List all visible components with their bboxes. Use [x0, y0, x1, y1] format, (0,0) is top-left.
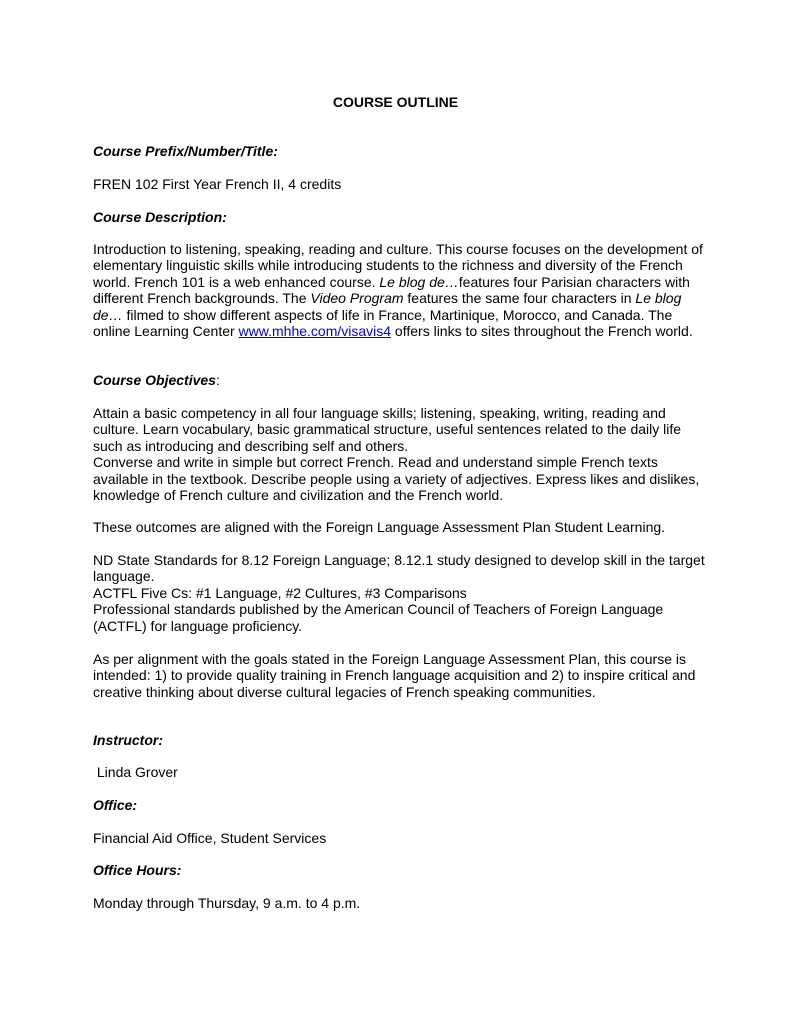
description-part-4: filmed to show different aspects of life in France, Martinique, Morocco, and Canada. The online Learning Center [93, 306, 673, 340]
office-hours-value: Monday through Thursday, 9 a.m. to 4 p.m. [93, 895, 361, 911]
office-value: Financial Aid Office, Student Services [93, 830, 327, 846]
description-emphasis-blog-1: Le blog de… [379, 273, 459, 290]
course-objectives-heading: Course Objectives [93, 372, 216, 388]
office-hours-heading: Office Hours: [93, 862, 182, 878]
course-description-text [93, 241, 713, 339]
standards-block [93, 552, 713, 634]
standards-nd: ND State Standards for 8.12 Foreign Language; 8.12.1 study designed to develop skill in the target language. [93, 552, 705, 585]
description-emphasis-video-program: Video Program [310, 290, 404, 307]
standards-professional: Professional standards published by the American Council of Teachers of Foreign Language (ACTFL) for language proficiency. [93, 601, 664, 634]
alignment-statement: As per alignment with the goals stated in the Foreign Language Assessment Plan, this course is intended: 1) to provide quality training in French language acquisition and 2) to inspire critical and creative thinking about diverse cultural legacies of French speaking communities. [93, 651, 696, 700]
description-emphasis-blog-2: Le blog de… [93, 290, 682, 323]
course-objectives-colon: : [215, 372, 220, 388]
description-part-5: offers links to sites throughout the French world. [391, 323, 693, 340]
course-objectives-text [93, 405, 713, 503]
standards-actfl: ACTFL Five Cs: #1 Language, #2 Cultures, #3 Comparisons [93, 584, 467, 601]
instructor-heading: Instructor: [93, 732, 163, 748]
document-title: COURSE OUTLINE [332, 94, 459, 110]
description-part-1: Introduction to listening, speaking, reading and culture. This course focuses on the development of elementary linguistic skills while introducing students to the richness and diversity of the French world. French 101 is a web enhanced course. [93, 241, 703, 290]
course-objectives-heading-line [93, 372, 713, 388]
objectives-paragraph-2: Converse and write in simple but correct French. Read and understand simple French texts available in the textbook. Describe people using a variety of adjectives. Express likes and dislikes, knowledge of French culture and civilization and the French world. [93, 454, 700, 504]
description-part-3: features the same four characters in [403, 290, 636, 307]
learning-center-link[interactable]: www.mhhe.com/visavis4 [238, 323, 392, 340]
office-heading: Office: [93, 797, 138, 813]
instructor-value: Linda Grover [93, 764, 178, 780]
course-prefix-value: FREN 102 First Year French II, 4 credits [93, 176, 342, 192]
course-prefix-heading: Course Prefix/Number/Title: [93, 143, 278, 159]
course-description-heading: Course Description: [93, 209, 227, 225]
description-part-2: features four Parisian characters with different French backgrounds. The [93, 273, 690, 307]
outcomes-statement: These outcomes are aligned with the Foreign Language Assessment Plan Student Learning. [93, 519, 666, 535]
objectives-paragraph-1: Attain a basic competency in all four language skills; listening, speaking, writing, reading and culture. Learn vocabulary, basic grammatical structure, useful sentences related to the daily life such as introducing and describing self and others. [93, 405, 682, 454]
